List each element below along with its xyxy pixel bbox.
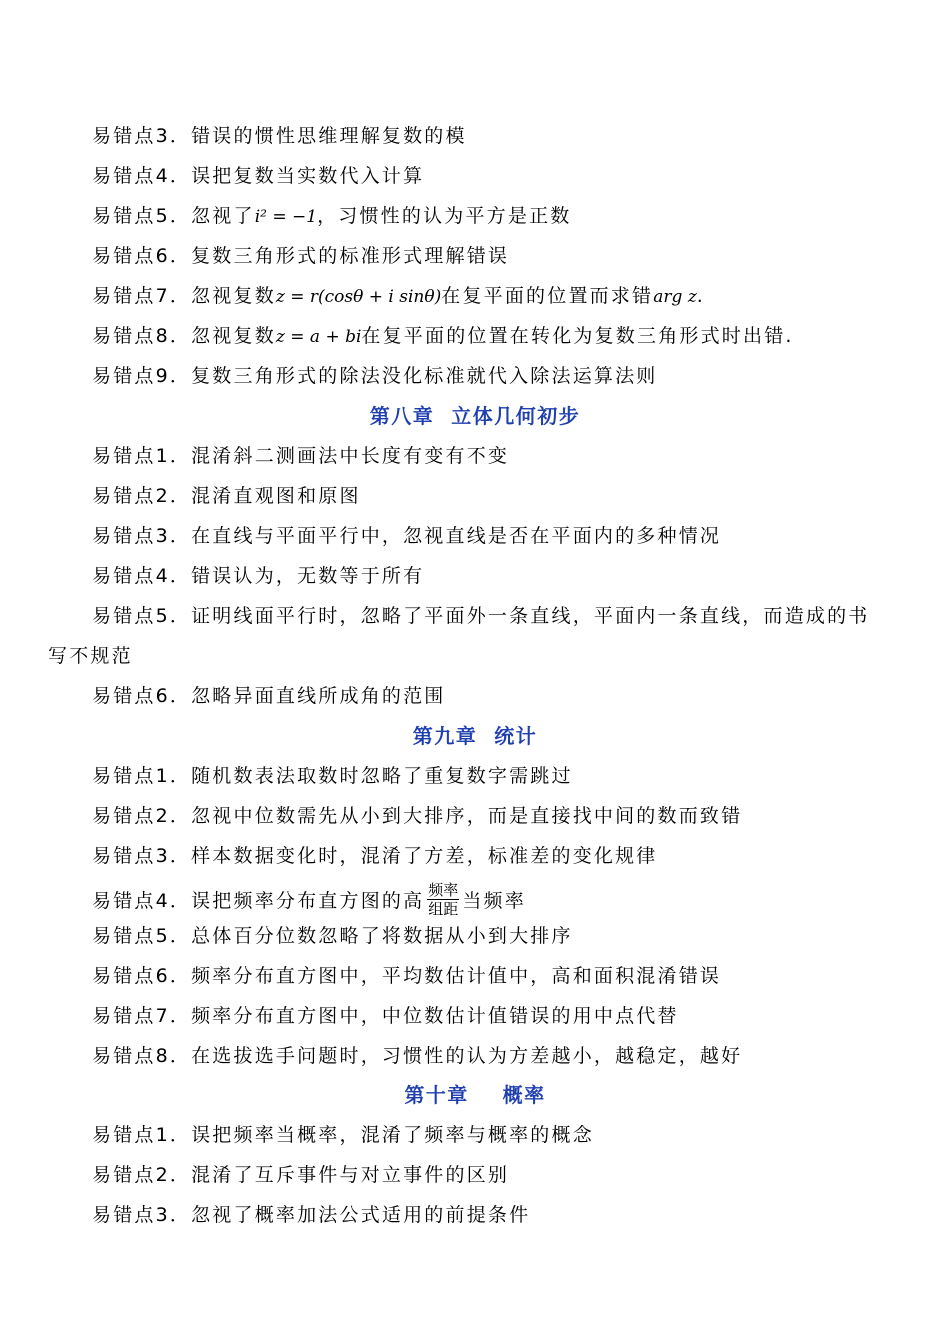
math-formula: i² = −1 bbox=[254, 207, 318, 227]
list-item: 易错点3．在直线与平面平行中，忽视直线是否在平面内的多种情况 bbox=[92, 525, 722, 547]
chapter-9-heading: 第九章 统计 bbox=[412, 724, 538, 748]
item-text: 当频率 bbox=[462, 890, 526, 912]
list-item: 易错点3．忽视了概率加法公式适用的前提条件 bbox=[92, 1204, 531, 1226]
list-item bbox=[92, 323, 794, 350]
list-item: 易错点9．复数三角形式的除法没化标准就代入除法运算法则 bbox=[92, 365, 658, 387]
item-text: ，习惯性的认为平方是正数 bbox=[317, 205, 572, 227]
fraction-numerator: 频率 bbox=[428, 881, 459, 899]
list-item: 易错点3．错误的惯性思维理解复数的模 bbox=[92, 125, 467, 147]
fraction bbox=[427, 881, 459, 918]
fraction-denominator: 组距 bbox=[428, 900, 459, 918]
list-item: 易错点6．复数三角形式的标准形式理解错误 bbox=[92, 245, 510, 267]
chapter-10-heading: 第十章 概率 bbox=[404, 1083, 546, 1107]
list-item: 易错点3．样本数据变化时，混淆了方差，标准差的变化规律 bbox=[92, 845, 658, 867]
math-formula: arg z bbox=[653, 287, 697, 307]
list-item: 易错点2．混淆了互斥事件与对立事件的区别 bbox=[92, 1164, 510, 1186]
item-text: 在复平面的位置而求错 bbox=[441, 285, 654, 307]
item-text: 易错点4．误把频率分布直方图的高 bbox=[92, 890, 425, 912]
math-formula: z = a + bi bbox=[275, 327, 362, 347]
list-item: 易错点5．总体百分位数忽略了将数据从小到大排序 bbox=[92, 925, 573, 947]
list-item: 易错点6．忽略异面直线所成角的范围 bbox=[92, 685, 446, 707]
list-item: 易错点1．混淆斜二测画法中长度有变有不变 bbox=[92, 445, 510, 467]
list-item bbox=[92, 283, 705, 310]
item-text: 易错点7．忽视复数 bbox=[92, 285, 276, 307]
item-text: 易错点5．忽视了 bbox=[92, 205, 255, 227]
list-item-continuation: 写不规范 bbox=[48, 645, 133, 667]
list-item: 易错点4．错误认为，无数等于所有 bbox=[92, 565, 425, 587]
list-item: 易错点6．频率分布直方图中，平均数估计值中，高和面积混淆错误 bbox=[92, 965, 722, 987]
list-item: 易错点7．频率分布直方图中，中位数估计值错误的用中点代替 bbox=[92, 1005, 679, 1027]
item-text: . bbox=[696, 285, 706, 307]
chapter-8-heading: 第八章 立体几何初步 bbox=[369, 404, 581, 428]
math-formula: z = r(cosθ + i sinθ) bbox=[275, 287, 442, 307]
item-text: 在复平面的位置在转化为复数三角形式时出错. bbox=[361, 325, 794, 347]
list-item: 易错点2．混淆直观图和原图 bbox=[92, 485, 361, 507]
list-item bbox=[92, 883, 526, 920]
list-item: 易错点1．误把频率当概率，混淆了频率与概率的概念 bbox=[92, 1124, 594, 1146]
list-item: 易错点2．忽视中位数需先从小到大排序，而是直接找中间的数而致错 bbox=[92, 805, 743, 827]
item-text: 易错点8．忽视复数 bbox=[92, 325, 276, 347]
list-item: 易错点8．在选拔选手问题时，习惯性的认为方差越小，越稳定，越好 bbox=[92, 1045, 743, 1067]
list-item: 易错点5．证明线面平行时，忽略了平面外一条直线，平面内一条直线，而造成的书 bbox=[92, 605, 870, 627]
list-item: 易错点4．误把复数当实数代入计算 bbox=[92, 165, 425, 187]
list-item: 易错点1．随机数表法取数时忽略了重复数字需跳过 bbox=[92, 765, 573, 787]
list-item bbox=[92, 203, 571, 230]
